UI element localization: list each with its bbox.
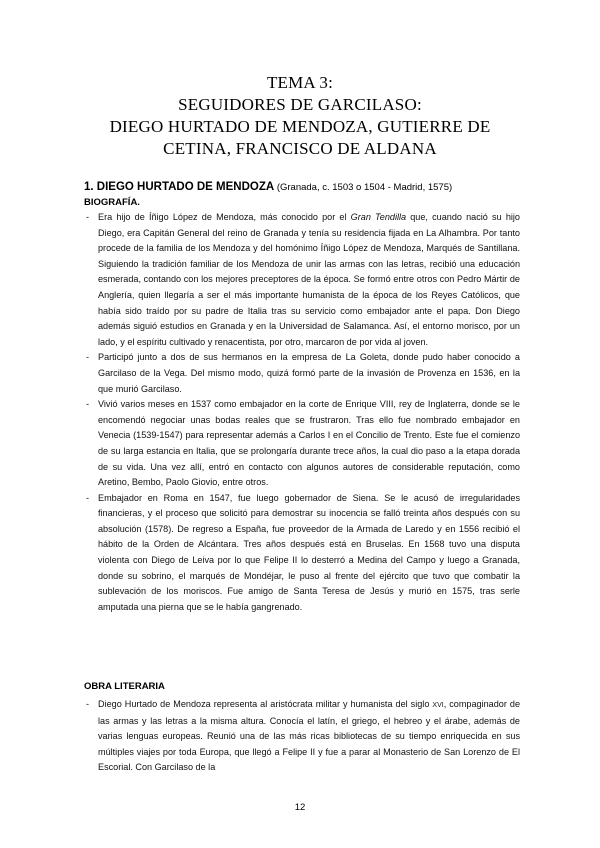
paragraph-text: Era hijo de Íñigo López de Mendoza, más conocido por el [98,212,351,222]
list-item [84,350,520,397]
bullet-dash: - [86,212,90,222]
list-item [84,210,520,350]
bullet-dash: - [86,492,90,503]
section-heading-dates: (Granada, c. 1503 o 1504 - Madrid, 1575) [274,182,453,193]
italic-text: Gran Tendilla [350,212,407,222]
paragraph-text: Vivió varios meses en 1537 como embajador en la corte de Enrique VIII, rey de Inglaterra, donde se le encomendó negociar unas bodas reales que se frustraron. Tras ello fue nombrado embajador en Venecia (1539-1547) para representar además a Carlos I en el Concilio de Trento. Este fue el comienzo de su larga estancia en Italia, que se prolongaría durante trece años, la cual dio paso a la etapa dorada de su vida. Una vez allí, entró en contacto con algunos autores de considerable reputación, como Aretino, Bembo, Paolo Giovio, entre otros. [98,399,520,488]
list-item [84,697,520,776]
section-heading [84,180,520,195]
chapter-title [60,72,540,160]
list-item [84,491,520,616]
section-heading-title: 1. DIEGO HURTADO DE MENDOZA [84,181,275,193]
paragraph-text: que, cuando nació su hijo Diego, era Capitán General del reino de Granada y tenía su residencia fijada en La Alhambra. Por tanto procede de la familia de los Mendoza y del homónimo Íñigo López de Mendoza, Marqués de Santillana. Siguiendo la tradición familiar de los Mendoza de unir las armas con las letras, recibió una educación esmerada, contando con los mejores preceptores de la época. Se formó entre otros con Pedro Mártir de Anglería, quien llegaría a ser el más importante humanista de la época de los Reyes Católicos, que había sido traído por su padre de Italia tras su servicio como embajador ante el papa. Don Diego además siguió estudios en Granada y en la Universidad de Salamanca. Así, el entorno morisco, por un lado, y el espíritu cultivado y renacentista, por otro, marcaron de por vida al joven. [98,212,520,347]
title-line-1: TEMA 3: [266,73,334,92]
bullet-dash: - [86,399,90,410]
title-line-4: CETINA, FRANCISCO DE ALDANA [163,139,437,158]
small-caps-text: XVI [432,702,444,709]
paragraph-text: , compaginador de las armas y las letras a la misma altura. Conocía el latín, el griego, el hebreo y el árabe, además de varias lenguas europeas. Reunió una de las más ricas bibliotecas de su tiempo enriquecida en sus múltiples viajes por toda Europa, que llegó a Felipe II y fue a parar al Monasterio de San Lorenzo de El Escorial. Con Garcilaso de la [98,699,521,773]
subsection-label-obra: OBRA LITERARIA [84,681,165,692]
title-line-3: DIEGO HURTADO DE MENDOZA, GUTIERRE DE [109,117,491,136]
obra-list [84,697,520,776]
subsection-label-biografia: BIOGRAFÍA. [84,197,140,208]
list-item [84,397,520,491]
title-line-2: SEGUIDORES DE GARCILASO: [178,95,422,114]
bullet-dash: - [86,352,90,363]
bullet-dash: - [86,699,90,709]
biografia-list [84,210,520,615]
paragraph-text: Participó junto a dos de sus hermanos en la empresa de La Goleta, donde pudo haber conocido a Garcilaso de la Vega. Del mismo modo, quizá formó parte de la invasión de Provenza en 1536, en la que murió Garcilaso. [98,352,520,394]
paragraph-text: Embajador en Roma en 1547, fue luego gobernador de Siena. Se le acusó de irregularidades financieras, y el proceso que solicitó para demostrar su inocencia se falló treinta años después con su absolución (1578). De regreso a España, fue proveedor de la Armada de Laredo y en 1556 recibió el hábito de la Orden de Alcántara. Tres años después está en Bruselas. En 1568 tuvo una disputa violenta con Diego de Leiva por lo que Felipe II lo desterró a Medina del Campo y luego a Granada, donde su sobrino, el marqués de Mondéjar, le puso al frente del ejército que tuvo que combatir la sublevación de los moriscos. Fue amigo de Santa Teresa de Jesús y murió en 1575, tras serle amputada una pierna que se le había gangrenado. [98,492,520,612]
page-number: 12 [294,802,306,813]
paragraph-text: Diego Hurtado de Mendoza representa al aristócrata militar y humanista del siglo [98,699,433,709]
